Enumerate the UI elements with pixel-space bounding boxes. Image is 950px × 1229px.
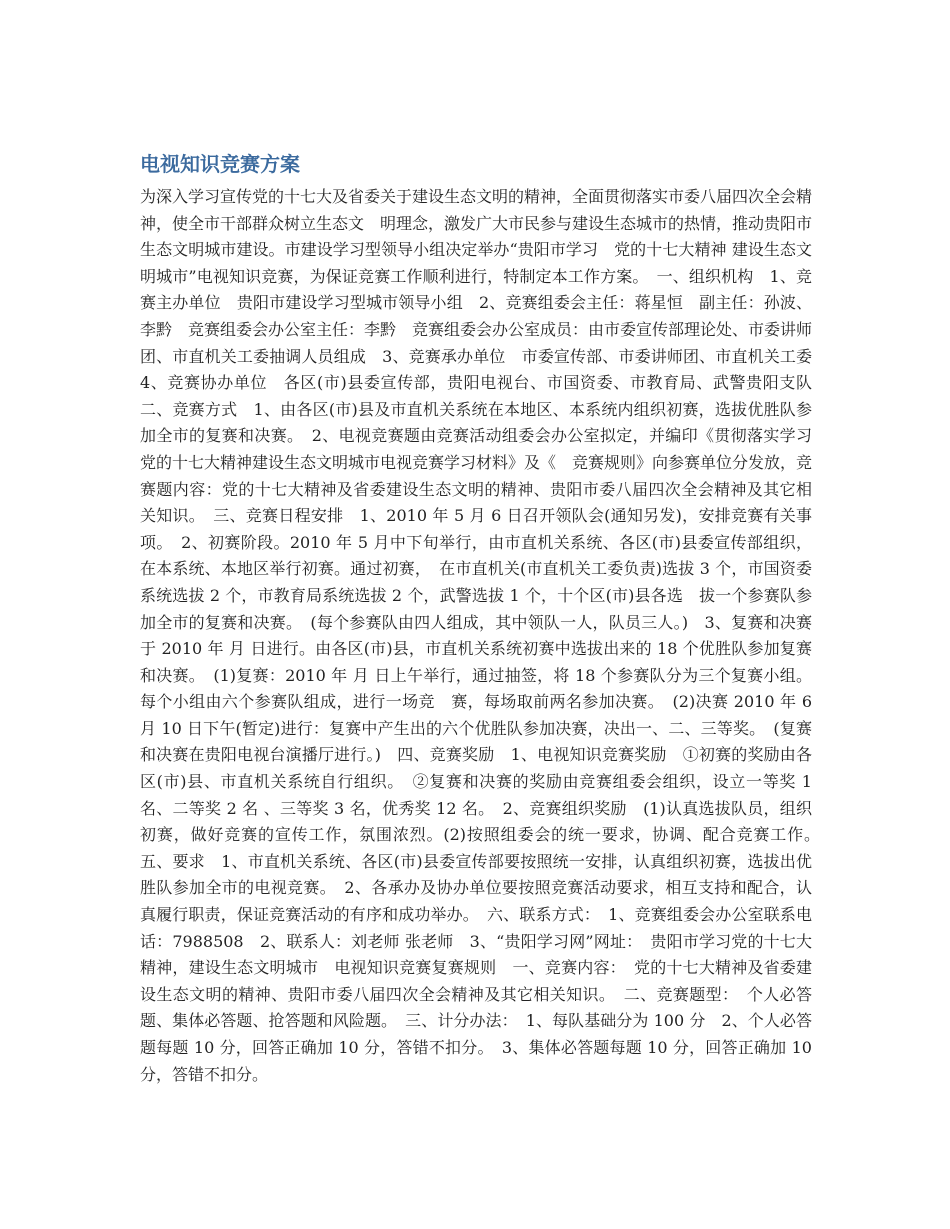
document-title: 电视知识竞赛方案 bbox=[140, 152, 300, 176]
document-body: 为深入学习宣传党的十七大及省委关于建设生态文明的精神，全面贯彻落实市委八届四次全会精神，使全市干部群众树立生态文 明理念，激发广大市民参与建设生态城市的热情，推动贵阳市生态文明城市建设。市建设学习型领导小组决定举办“贵阳市学习 党的十七大精神 建设生态文明城市”电视知识竞赛，为保证竞赛工作顺利进行，特制定本工作方案。 一、组织机构 1、竞赛主办单位 贵阳市建设学习型城市领导小组 2、竞赛组委会主任：蒋星恒 副主任：孙波、李黔 竞赛组委会办公室主任：李黔 竞赛组委会办公室成员：由市委宣传部理论处、市委讲师团、市直机关工委抽调人员组成 3、竞赛承办单位 市委宣传部、市委讲师团、市直机关工委 4、竞赛协办单位 各区(市)县委宣传部，贵阳电视台、市国资委、市教育局、武警贵阳支队 二、竞赛方式 1、由各区(市)县及市直机关系统在本地区、本系统内组织初赛，选拔优胜队参加全市的复赛和决赛。 2、电视竞赛题由竞赛活动组委会办公室拟定，并编印《贯彻落实学习党的十七大精神建设生态文明城市电视竞赛学习材料》及《 竞赛规则》向参赛单位分发放，竞赛题内容：党的十七大精神及省委建设生态文明的精神、贵阳市委八届四次全会精神及其它相 关知识。 三、竞赛日程安排 1、2010 年 5 月 6 日召开领队会(通知另发)，安排竞赛有关事项。 2、初赛阶段。2010 年 5 月中下旬举行，由市直机关系统、各区(市)县委宣传部组织，在本系统、本地区举行初赛。通过初赛， 在市直机关(市直机关工委负责)选拔 3 个，市国资委系统选拔 2 个，市教育局系统选拔 2 个，武警选拔 1 个，十个区(市)县各选 拔一个参赛队参加全市的复赛和决赛。 (每个参赛队由四人组成，其中领队一人，队员三人。) 3、复赛和决赛于 2010 年 月 日进行。由各区(市)县，市直机关系统初赛中选拔出来的 18 个优胜队参加复赛和决赛。 (1)复赛：2010 年 月 日上午举行，通过抽签，将 18 个参赛队分为三个复赛小组。每个小组由六个参赛队组成，进行一场竞 赛，每场取前两名参加决赛。 (2)决赛 2010 年 6 月 10 日下午(暂定)进行：复赛中产生出的六个优胜队参加决赛，决出一、二、三等奖。 (复赛和决赛在贵阳电视台演播厅进行。) 四、竞赛奖励 1、电视知识竞赛奖励 ①初赛的奖励由各区(市)县、市直机关系统自行组织。 ②复赛和决赛的奖励由竞赛组委会组织，设立一等奖 1 名、二等奖 2 名 、三等奖 3 名，优秀奖 12 名。 2、竞赛组织奖励 (1)认真选拔队员，组织初赛，做好竞赛的宣传工作，氛围浓烈。(2)按照组委会的统一要求，协调、配合竞赛工作。 五、要求 1、市直机关系统、各区(市)县委宣传部要按照统一安排，认真组织初赛，选拔出优胜队参加全市的电视竞赛。 2、各承办及协办单位要按照竞赛活动要求，相互支持和配合，认真履行职责，保证竞赛活动的有序和成功举办。 六、联系方式： 1、竞赛组委会办公室联系电话：7988508 2、联系人：刘老师 张老师 3、“贵阳学习网”网址： 贵阳市学习党的十七大精神，建设生态文明城市 电视知识竞赛复赛规则 一、竞赛内容： 党的十七大精神及省委建设生态文明的精神、贵阳市委八届四次全会精神及其它相关知识。 二、竞赛题型： 个人必答题、集体必答题、抢答题和风险题。 三、计分办法： 1、每队基础分为 100 分 2、个人必答题每题 10 分，回答正确加 10 分，答错不扣分。 3、集体必答题每题 10 分，回答正确加 10 分，答错不扣分。 bbox=[140, 187, 829, 1084]
document-page bbox=[140, 150, 829, 1088]
